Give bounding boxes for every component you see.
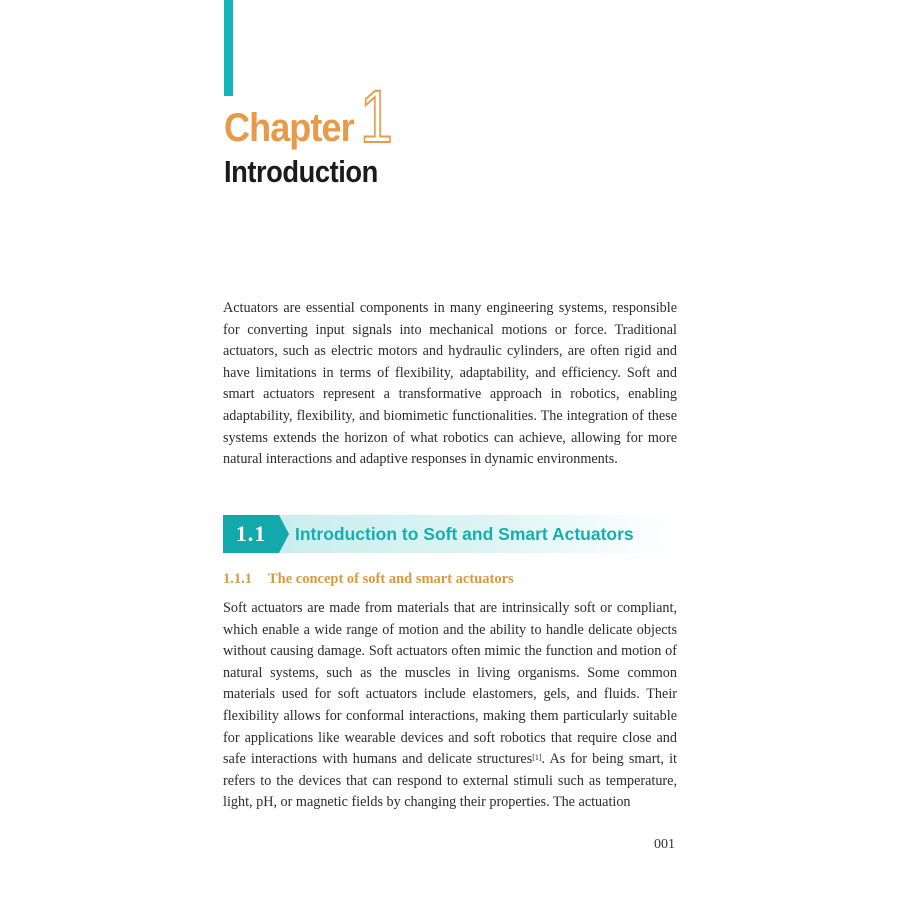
chapter-number: 1 [360,75,394,158]
body-paragraph [223,598,677,814]
subsection-heading [223,571,514,588]
subsection-number: 1.1.1 [223,571,252,587]
subsection-title: The concept of soft and smart actuators [268,571,514,587]
chapter-title: Introduction [224,154,378,189]
section-number: 1.1 [223,515,279,553]
body-text-part-2: . As for being smart, it refers to the devices that can respond to external stimuli such as temperature, light, pH, or magnetic fields by changing their properties. The actuation [223,751,677,811]
section-banner [223,515,668,553]
body-text-part-1: Soft actuators are made from materials that are intrinsically soft or compliant, which enable a wide range of motion and the ability to handle delicate objects without causing damage. Soft actuators often mimic the function and motion of natural systems, such as the muscles in living organisms. Some common materials used for soft actuators include elastomers, gels, and fluids. Their flexibility allows for conformal interactions, making them particularly suitable for applications like wearable devices and soft robotics that require close and safe interactions with humans and delicate structures [223,600,677,768]
chapter-accent-bar [224,0,233,96]
chapter-label: Chapter [224,106,354,150]
citation-marker: [1] [532,753,542,763]
intro-paragraph: Actuators are essential components in many engineering systems, responsible for converting input signals into mechanical motions or force. Traditional actuators, such as electric motors and hydraulic cylinders, are often rigid and have limitations in terms of flexibility, adaptability, and efficiency. Soft and smart actuators represent a transformative approach in robotics, enabling adaptability, flexibility, and biomimetic functionalities. The integration of these systems extends the horizon of what robotics can achieve, allowing for more natural interactions and adaptive responses in dynamic environments. [223,300,677,468]
section-title: Introduction to Soft and Smart Actuators [295,523,634,544]
chapter-heading [224,75,401,158]
page-number: 001 [654,837,675,852]
